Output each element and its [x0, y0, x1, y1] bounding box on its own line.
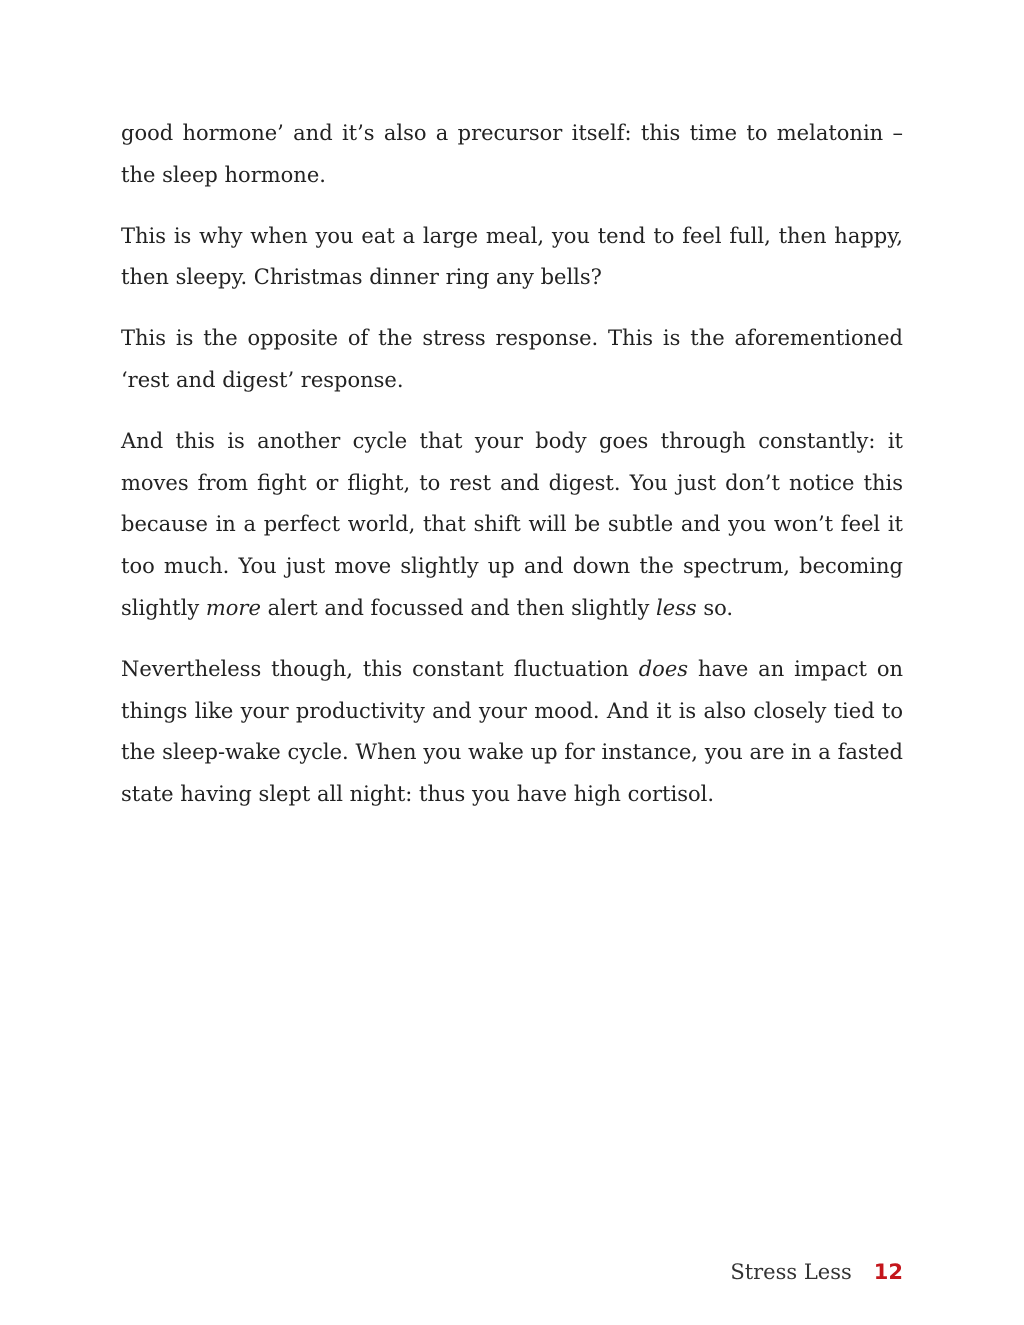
- page-number: 12: [873, 1260, 903, 1284]
- emphasis-text: does: [638, 656, 689, 681]
- emphasis-text: more: [205, 595, 261, 620]
- paragraph-text: so.: [696, 595, 734, 620]
- paragraph: [121, 421, 903, 630]
- paragraph-text: have an impact on things like your productivity and your mood. And it is also closely tied to the sleep-wake cycle. When you wake up for instance, you are in a fasted state having slept all night: thus you have high cortisol.: [121, 656, 904, 807]
- emphasis-text: less: [656, 595, 697, 620]
- book-title: Stress Less: [730, 1260, 852, 1284]
- paragraph-text: Nevertheless though, this constant fluctuation: [121, 656, 639, 681]
- paragraph-text: alert and focussed and then slightly: [260, 595, 656, 620]
- paragraph: This is why when you eat a large meal, you tend to feel full, then happy, then sleepy. Christmas dinner ring any bells?: [121, 223, 903, 290]
- paragraph: good hormone’ and it’s also a precursor itself: this time to melatonin – the sleep hormone.: [121, 121, 903, 187]
- page-body: [121, 113, 903, 835]
- paragraph-text: And this is another cycle that your body goes through constantly: it moves from fight or flight, to rest and digest. You just don’t notice this because in a perfect world, that shift will be subtle and you won’t feel it too much. You just move slightly up and down the spectrum, becoming slightly: [121, 428, 903, 620]
- paragraph: [121, 649, 903, 816]
- page-footer: [730, 1255, 903, 1289]
- paragraph: This is the opposite of the stress response. This is the aforementioned ‘rest and digest’ response.: [121, 326, 903, 392]
